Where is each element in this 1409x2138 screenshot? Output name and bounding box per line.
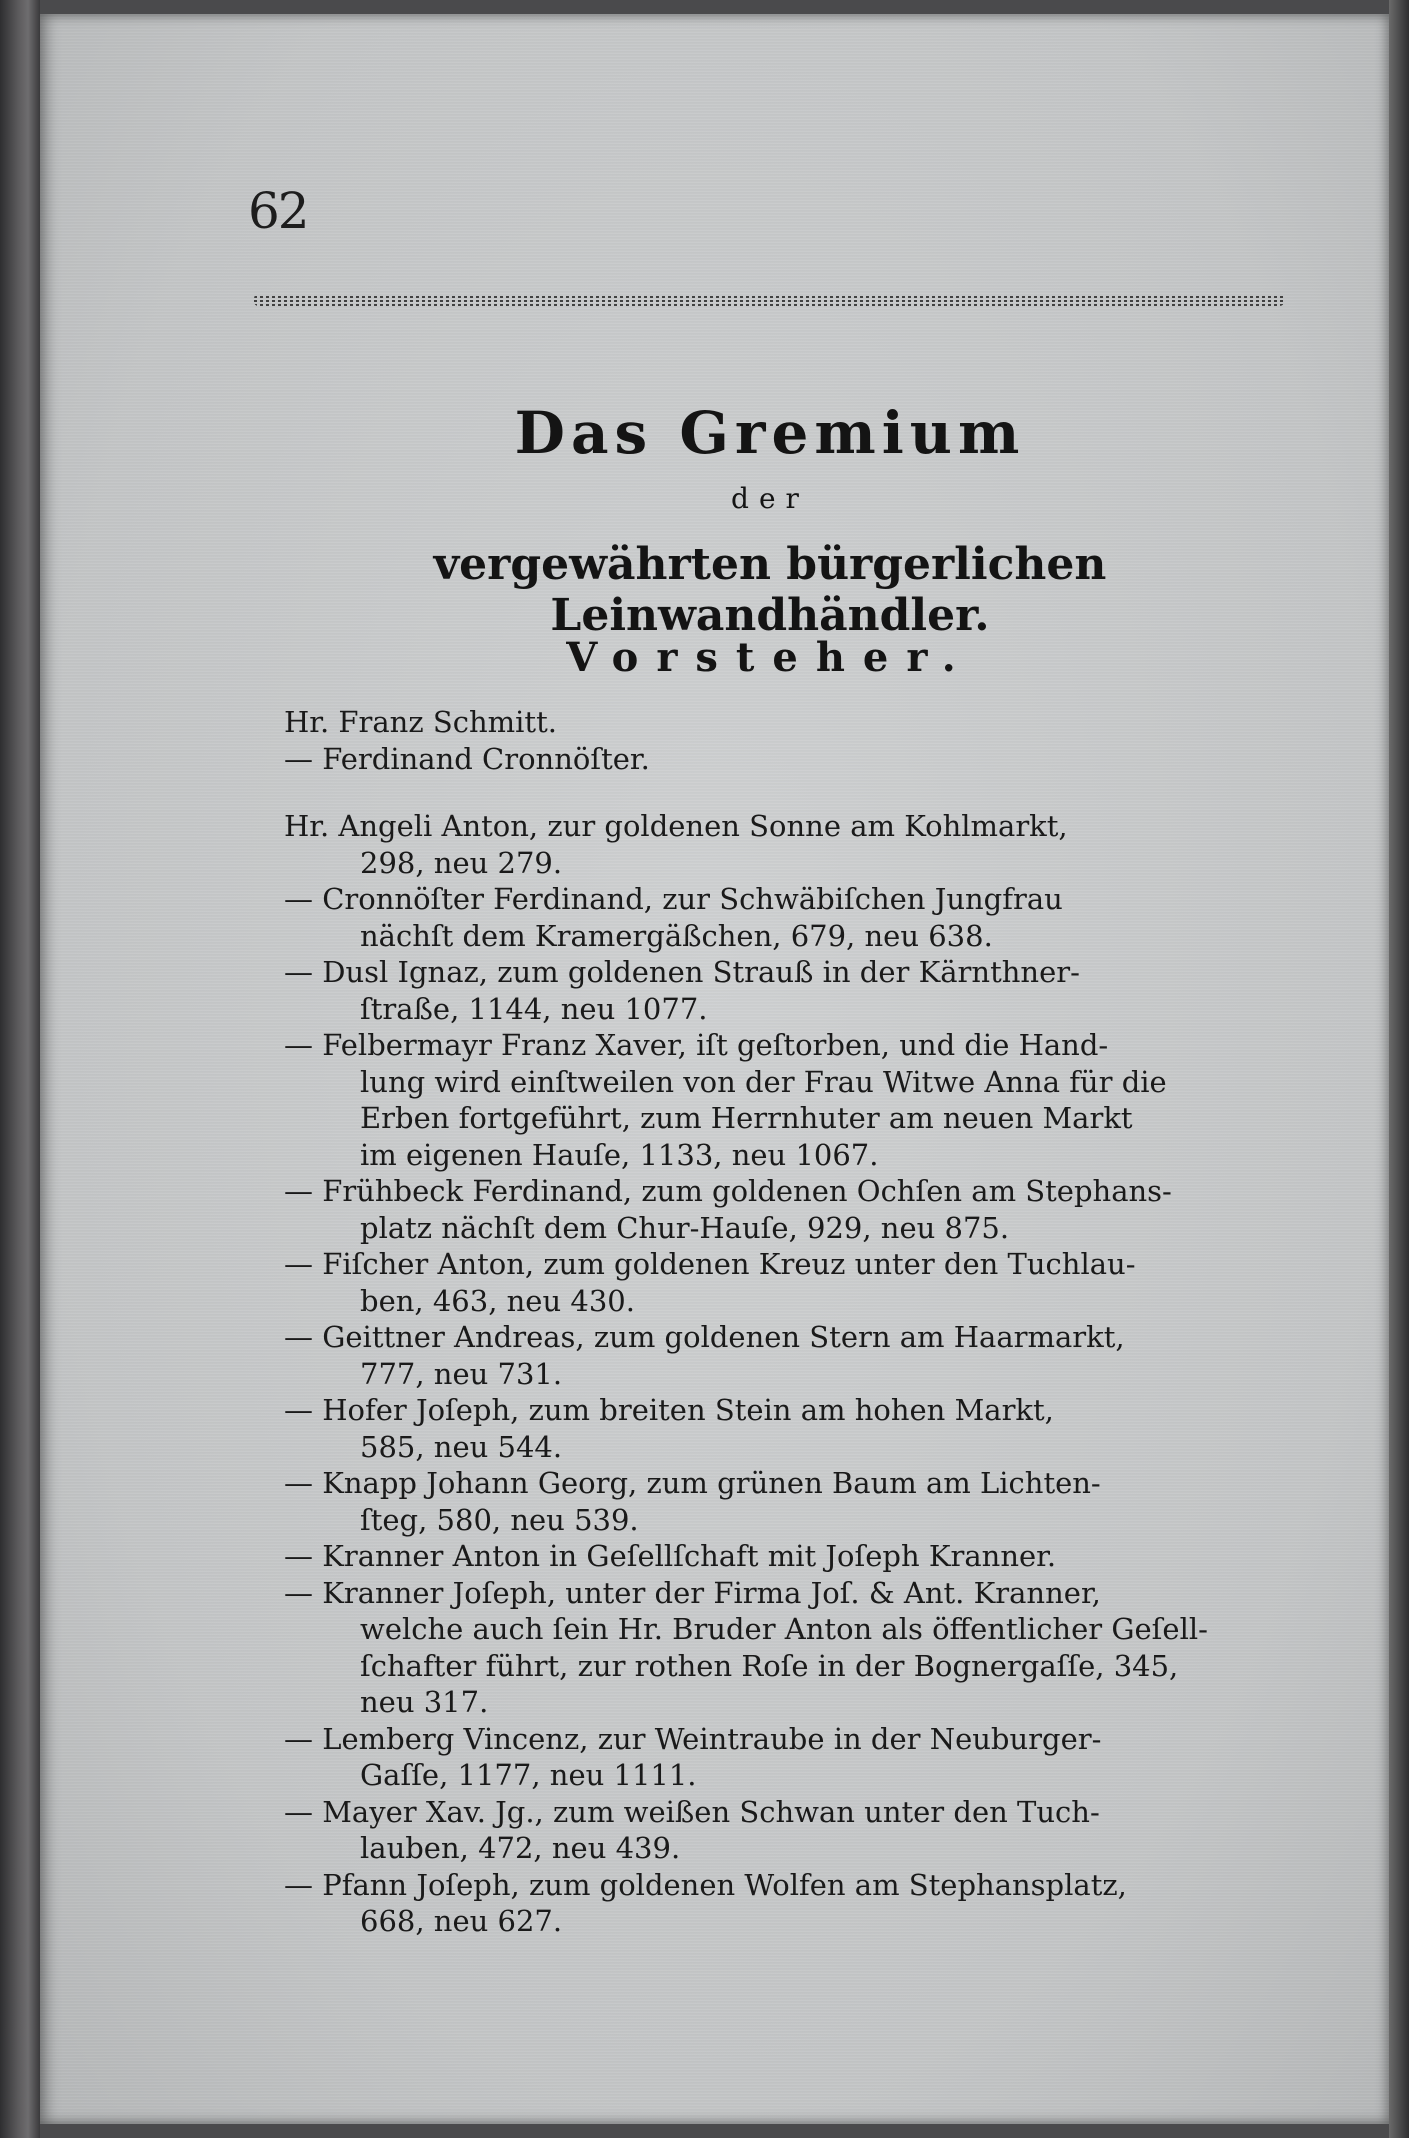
entry-first-line: — Pfann Joſeph, zum goldenen Wolfen am Stephansplatz, (284, 1867, 1127, 1902)
merchant-entry (284, 1794, 1284, 1867)
entry-first-line: — Knapp Johann Georg, zum grünen Baum am Lichten- (284, 1466, 1101, 1500)
entry-continuation-line: ſchafter führt, zur rothen Roſe in der Bognergaſſe, 345, (360, 1648, 1179, 1683)
title-der: der (731, 482, 809, 515)
merchant-entry (284, 1392, 1284, 1465)
entry-first-line: — Dusl Ignaz, zum goldenen Strauß in der Kärnthner- (284, 955, 1080, 989)
entry-continuation-line: Gaſſe, 1177, neu 1111. (360, 1758, 697, 1792)
merchant-entry (284, 881, 1284, 954)
entry-first-line: — Kranner Anton in Geſellſchaft mit Joſeph Kranner. (284, 1539, 1057, 1573)
merchant-entry (284, 1027, 1284, 1173)
merchant-entries (284, 808, 1284, 1940)
entry-first-line: — Kranner Joſeph, unter der Firma Joſ. & Ant. Kranner, (284, 1575, 1101, 1610)
merchant-entry (284, 808, 1284, 881)
merchant-entry (284, 1867, 1284, 1940)
entry-continuation-line: neu 317. (360, 1685, 489, 1719)
entry-continuation-line: im eigenen Hauſe, 1133, neu 1067. (360, 1137, 879, 1172)
entry-first-line: — Fiſcher Anton, zum goldenen Kreuz unter den Tuchlau- (284, 1247, 1136, 1281)
merchant-entry (284, 1465, 1284, 1538)
merchant-entry (284, 1575, 1284, 1721)
entry-continuation-line: 777, neu 731. (360, 1356, 563, 1391)
decorative-rule (254, 294, 1284, 306)
entry-first-line: — Frühbeck Ferdinand, zum goldenen Ochſen am Stephans- (284, 1174, 1172, 1208)
entry-first-line: — Cronnöſter Ferdinand, zur Schwäbiſchen Jungfrau (284, 882, 1063, 916)
spacer (284, 778, 1284, 808)
entry-first-line: — Lemberg Vincenz, zur Weintraube in der Neuburger- (284, 1721, 1102, 1756)
merchant-entry (284, 1319, 1284, 1392)
entry-continuation-line: 585, neu 544. (360, 1429, 563, 1464)
entry-first-line: — Geittner Andreas, zum goldenen Stern am Haarmarkt, (284, 1320, 1125, 1354)
merchant-entry (284, 1246, 1284, 1319)
entry-continuation-line: Erben fortgeführt, zum Herrnhuter am neuen Markt (360, 1101, 1133, 1135)
entry-first-line: — Mayer Xav. Jg., zum weißen Schwan unter den Tuch- (284, 1794, 1100, 1829)
entry-continuation-line: ben, 463, neu 430. (360, 1283, 635, 1318)
merchant-entry (284, 954, 1284, 1027)
entry-continuation-line: platz nächſt dem Chur-Hauſe, 929, neu 875. (360, 1210, 1010, 1245)
entry-continuation-line: 668, neu 627. (360, 1904, 563, 1938)
book-page (40, 14, 1389, 2124)
entry-first-line: — Felbermayr Franz Xaver, iſt geſtorben, und die Hand- (284, 1028, 1109, 1062)
book-binding-right (1389, 0, 1409, 2138)
page-title: Das Gremium (514, 399, 1026, 467)
entry-continuation-line: lauben, 472, neu 439. (360, 1831, 681, 1865)
entry-continuation-line: welche auch ſein Hr. Bruder Anton als öffentlicher Geſell- (360, 1612, 1208, 1646)
merchant-entry (284, 1721, 1284, 1794)
entry-continuation-line: lung wird einſtweilen von der Frau Witwe Anna für die (360, 1064, 1167, 1099)
vorsteher-line: Hr. Franz Schmitt. (284, 705, 557, 739)
entry-continuation-line: ſtraße, 1144, neu 1077. (360, 991, 708, 1026)
page-subtitle: vergewährten bürgerlichen Leinwandhändler. (433, 539, 1107, 641)
entry-continuation-line: ſteg, 580, neu 539. (360, 1502, 639, 1537)
entry-first-line: Hr. Angeli Anton, zur goldenen Sonne am Kohlmarkt, (284, 809, 1068, 843)
entry-continuation-line: 298, neu 279. (360, 845, 563, 880)
entry-first-line: — Hofer Joſeph, zum breiten Stein am hohen Markt, (284, 1393, 1054, 1427)
merchant-entry (284, 1538, 1284, 1575)
book-binding-left (0, 0, 40, 2138)
entry-continuation-line: nächſt dem Kramergäßchen, 679, neu 638. (360, 918, 993, 953)
merchant-entry (284, 1173, 1284, 1246)
vorsteher-line: — Ferdinand Cronnöſter. (284, 742, 650, 776)
page-number: 62 (248, 182, 308, 240)
section-heading-vorsteher: Vorsteher. (566, 634, 974, 681)
entry-list (284, 704, 1284, 1940)
